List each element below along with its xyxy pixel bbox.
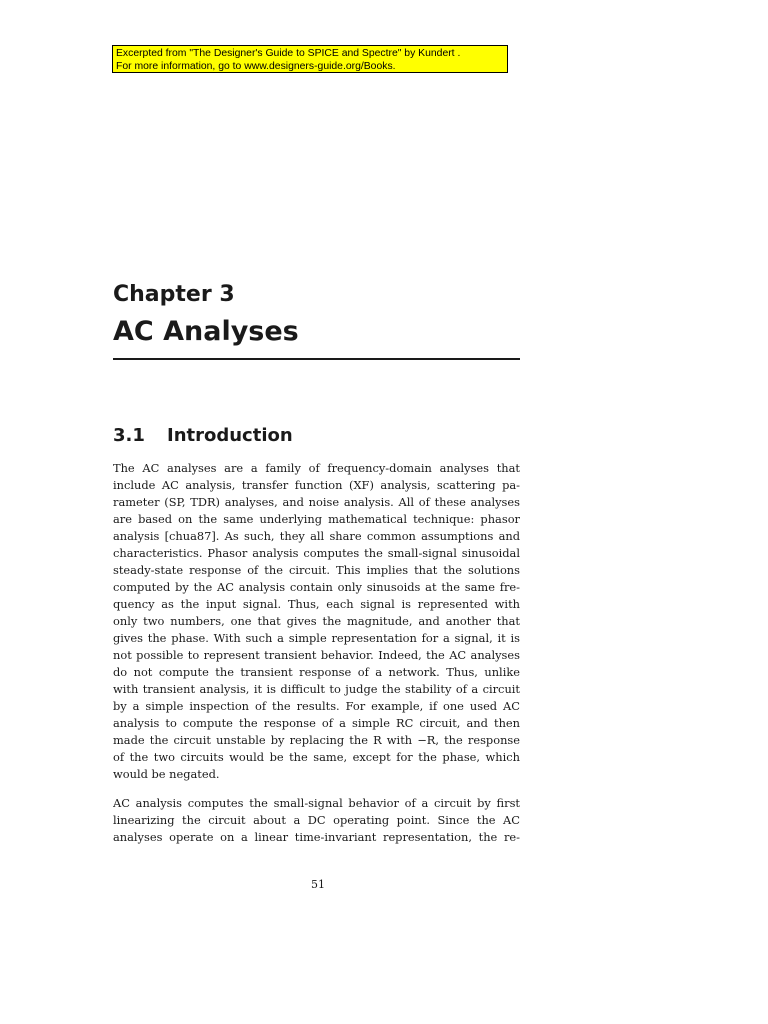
page-number: 51 [311,878,325,891]
text-line: steady-state response of the circuit. This implies that the solutions [113,563,520,577]
text-line: would be negated. [113,767,220,781]
section-title: Introduction [167,425,293,446]
chapter-title: AC Analyses [113,316,299,347]
text-line: include AC analysis, transfer function (XF) analysis, scattering pa- [113,478,520,492]
text-line: made the circuit unstable by replacing the R with −R, the response [113,733,520,747]
text-line: quency as the input signal. Thus, each signal is represented with [113,597,520,611]
text-line: are based on the same underlying mathematical technique: phasor [113,512,520,526]
paragraph-1 [113,460,520,783]
section-heading [113,422,293,450]
text-line: analysis to compute the response of a simple RC circuit, and then [113,716,520,730]
text-line: by a simple inspection of the results. For example, if one used AC [113,699,520,713]
text-line: AC analysis computes the small-signal behavior of a circuit by first [113,796,520,810]
text-line: of the two circuits would be the same, except for the phase, which [113,750,520,764]
text-line: with transient analysis, it is difficult to judge the stability of a circuit [113,682,520,696]
text-line: only two numbers, one that gives the magnitude, and another that [113,614,520,628]
text-line: linearizing the circuit about a DC operating point. Since the AC [113,813,520,827]
text-line: characteristics. Phasor analysis computes the small-signal sinusoidal [113,546,520,560]
text-line: computed by the AC analysis contain only sinusoids at the same fre- [113,580,520,594]
text-line: analyses operate on a linear time-invariant representation, the re- [113,830,520,844]
text-line: The AC analyses are a family of frequency-domain analyses that [113,461,520,475]
text-line: gives the phase. With such a simple representation for a signal, it is [113,631,520,645]
chapter-divider [113,358,520,360]
excerpt-notice-line-1: Excerpted from "The Designer's Guide to SPICE and Spectre" by Kundert . [116,48,461,59]
text-line: analysis [chua87]. As such, they all share common assumptions and [113,529,520,543]
excerpt-notice-line-2: For more information, go to www.designers-guide.org/Books. [116,61,396,72]
text-line: rameter (SP, TDR) analyses, and noise analysis. All of these analyses [113,495,520,509]
chapter-label: Chapter 3 [113,282,235,307]
paragraph-2 [113,795,520,846]
text-line: do not compute the transient response of a network. Thus, unlike [113,665,520,679]
excerpt-notice-box [112,45,508,73]
section-number: 3.1 [113,425,145,446]
text-line: not possible to represent transient behavior. Indeed, the AC analyses [113,648,520,662]
